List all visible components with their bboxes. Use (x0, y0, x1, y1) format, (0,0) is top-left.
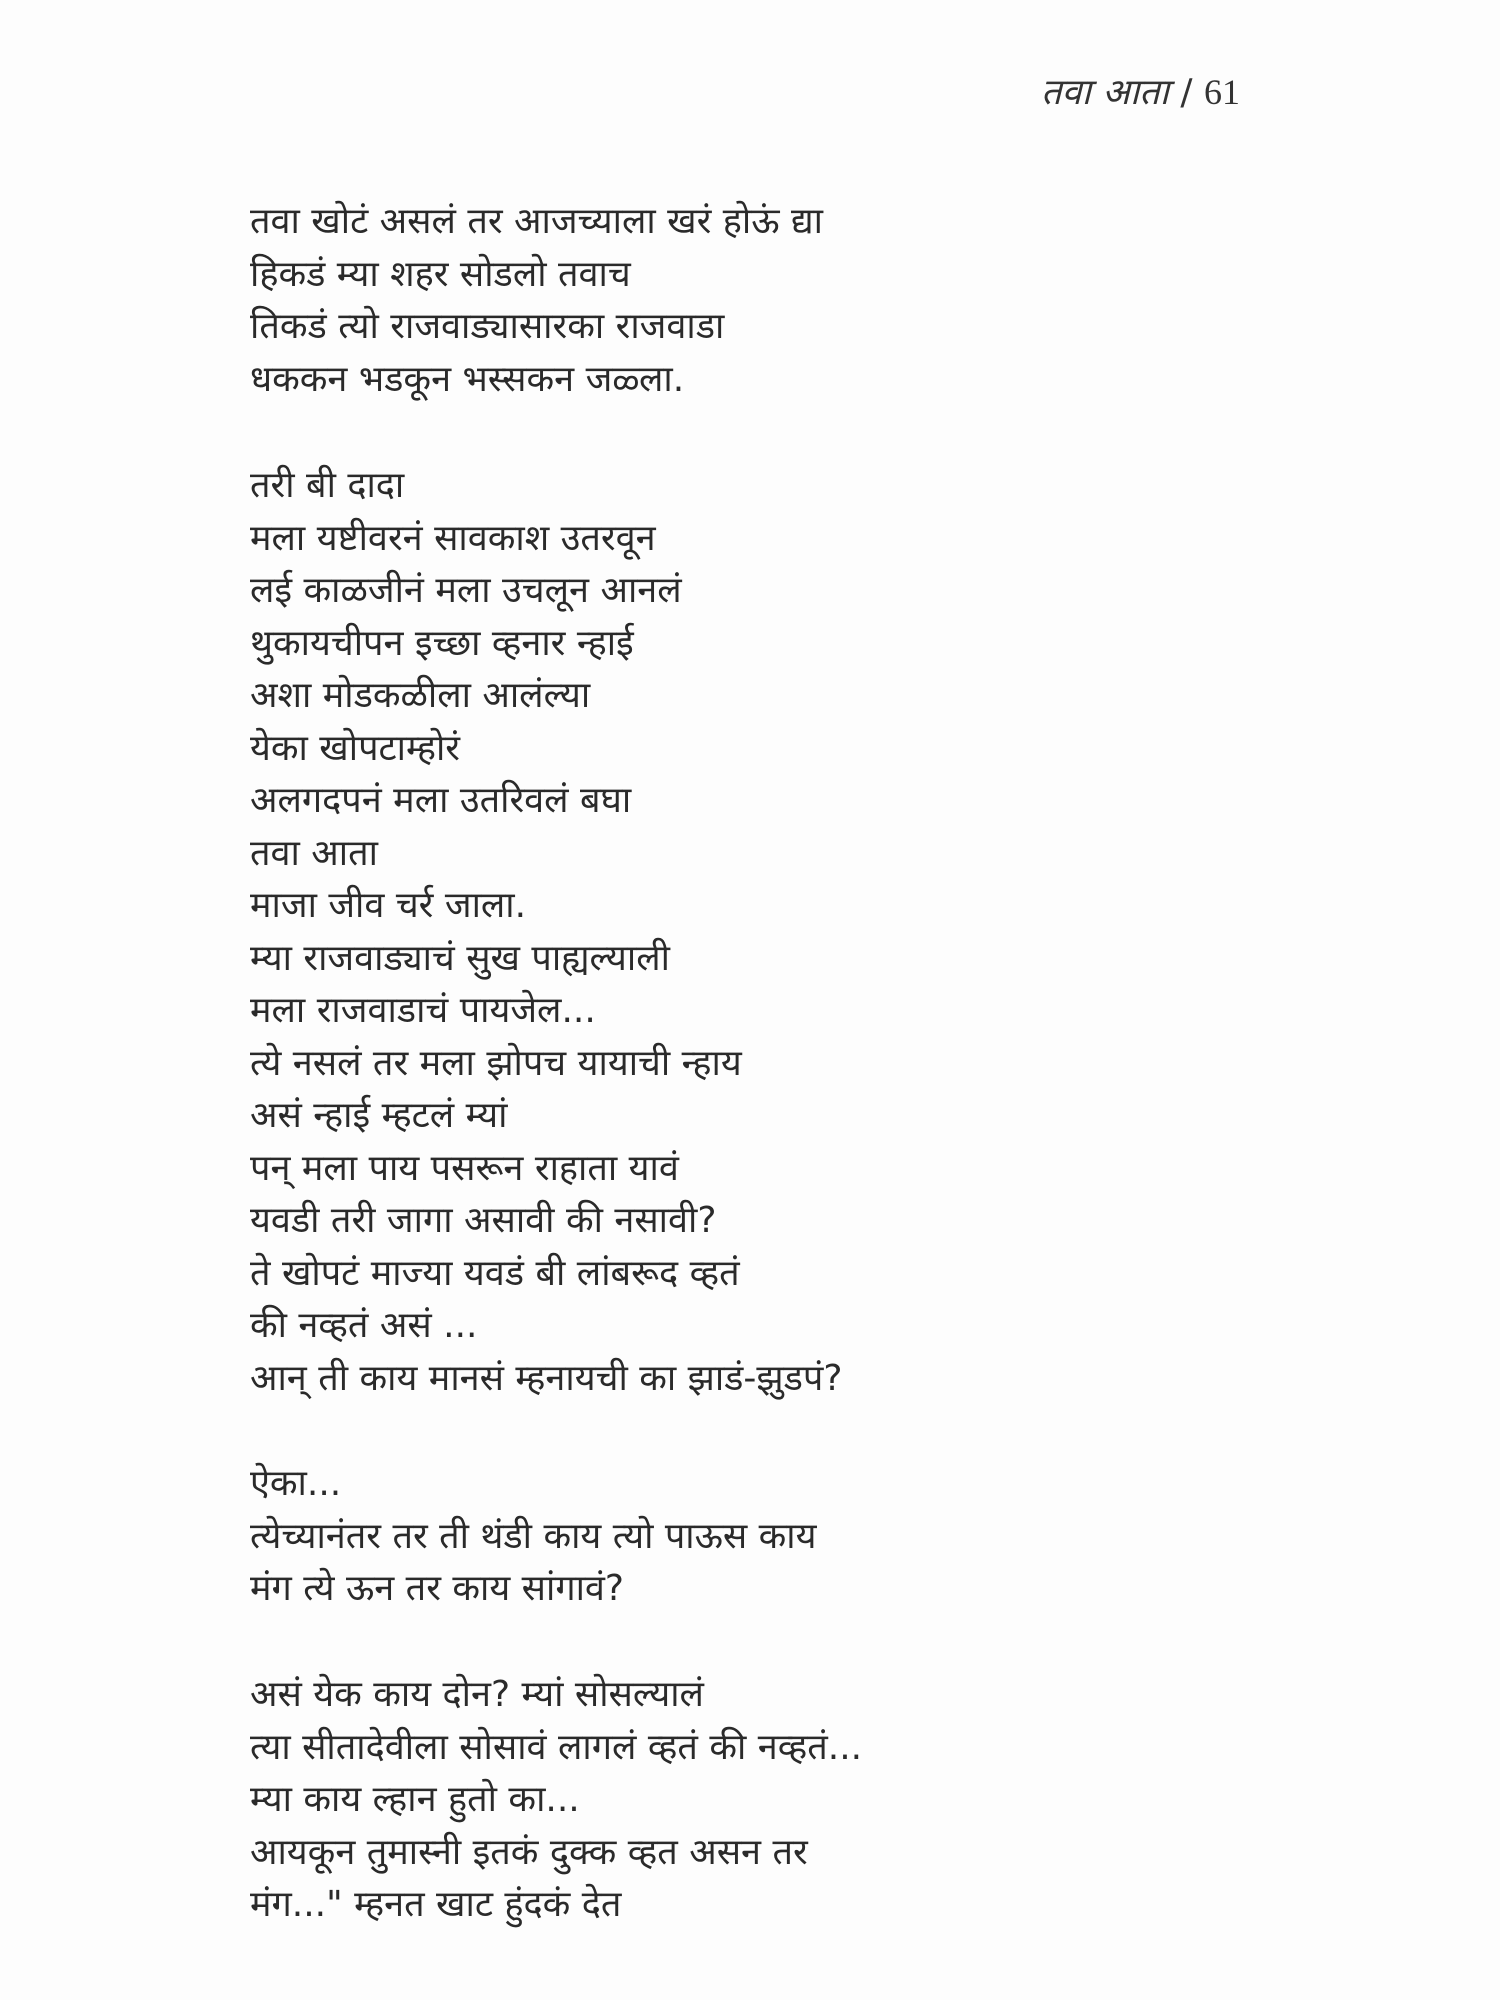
poem-line: माजा जीव चर्र जाला. (250, 885, 527, 926)
page-number: 61 (1204, 72, 1240, 112)
stanza-3 (250, 1458, 1250, 1616)
poem-line: थुकायचीपन इच्छा व्हनार न्हाई (250, 622, 634, 664)
poem-line: तवा आता (250, 832, 378, 874)
poem-line: मंग त्ये ऊन तर काय सांगावं? (250, 1568, 625, 1609)
poem-line: तिकडं त्यो राजवाड्यासारका राजवाडा (250, 306, 725, 347)
poem-line: लई काळजीनं मला उचलून आनलं (250, 570, 682, 611)
poem-line: यवडी तरी जागा असावी की नसावी? (250, 1200, 717, 1241)
poem-line: तवा खोटं असलं तर आजच्याला खरं होऊं द्या (250, 201, 823, 242)
stanza-2 (250, 460, 1250, 1405)
stanza-4 (250, 1669, 1250, 1932)
poem-line: की नव्हतं असं ... (250, 1305, 478, 1346)
poem-line: त्येच्यानंतर तर ती थंडी काय त्यो पाऊस काय (250, 1515, 817, 1557)
poem-line: मला राजवाडाचं पायजेल... (250, 990, 596, 1031)
poem-line: आन् ती काय मानसं म्हनायची का झाडं-झुडपं? (250, 1357, 843, 1399)
poem-line: ऐका... (250, 1463, 342, 1504)
stanza-1 (250, 196, 1250, 406)
poem-line: असं न्हाई म्हटलं म्यां (250, 1095, 508, 1136)
poem-line: त्ये नसलं तर मला झोपच यायाची न्हाय (250, 1042, 742, 1084)
poem-line: आयकून तुमास्नी इतकं दुक्क व्हत असन तर (250, 1831, 808, 1873)
poem-line: हिकडं म्या शहर सोडलो तवाच (250, 253, 631, 295)
poem-line: म्या काय ल्हान हुतो का... (250, 1779, 580, 1820)
running-header (1041, 68, 1240, 117)
poem-line: मंग..." म्हनत खाट हुंदकं देत (250, 1884, 622, 1925)
poem-line: येका खोपटाम्होरं (250, 727, 461, 769)
poem-line: तरी बी दादा (250, 465, 405, 506)
poem-line: म्या राजवाड्याचं सुख पाह्यल्याली (250, 937, 670, 979)
running-title: तवा आता (1041, 72, 1169, 113)
poem-line: अशा मोडकळीला आलंल्या (250, 675, 591, 716)
poem-line: असं येक काय दोन? म्यां सोसल्यालं (250, 1674, 704, 1715)
poem-line: ते खोपटं माज्या यवडं बी लांबरूद व्हतं (250, 1252, 740, 1294)
poem-line: पन् मला पाय पसरून राहाता यावं (250, 1147, 679, 1189)
poem-line: धककन भडकून भस्सकन जळ्ला. (250, 358, 685, 400)
poem-line: त्या सीतादेवीला सोसावं लागलं व्हतं की नव्हतं... (250, 1726, 863, 1768)
poem-line: अलगदपनं मला उतरिवलं बघा (250, 780, 632, 821)
header-separator: / (1168, 72, 1204, 113)
poem-line: मला यष्टीवरनं सावकाश उतरवून (250, 517, 656, 559)
